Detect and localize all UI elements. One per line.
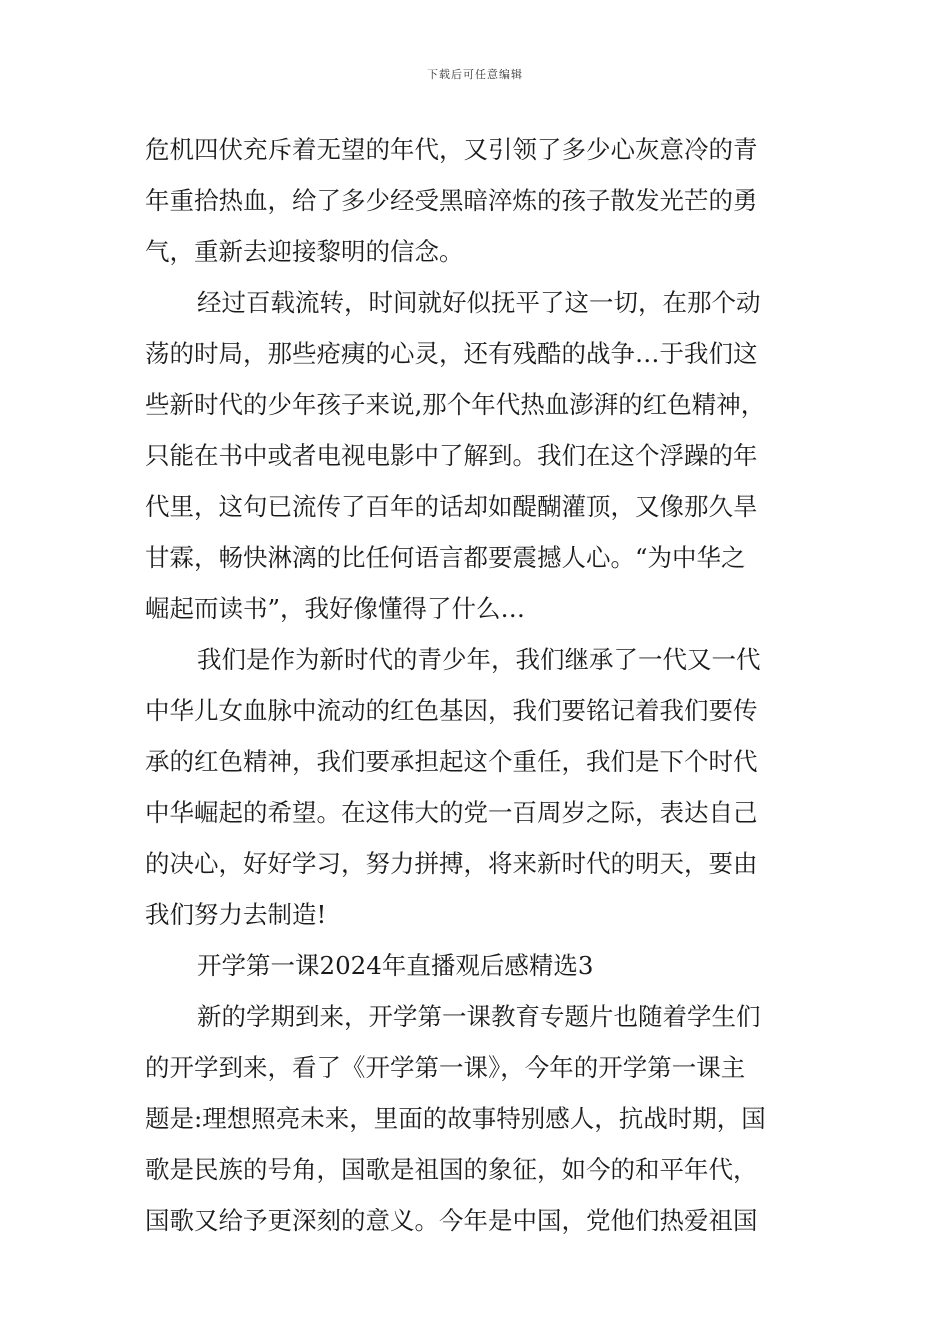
text-line: 国歌又给予更深刻的意义。今年是中国，党他们热爱祖国 <box>145 1206 758 1235</box>
text-line: 崛起而读书”，我好像懂得了什么… <box>145 594 526 623</box>
text-line: 代里，这句已流传了百年的话却如醍醐灌顶，又像那久旱 <box>145 492 758 521</box>
text-line: 只能在书中或者电视电影中了解到。我们在这个浮躁的年 <box>145 441 758 470</box>
text-line: 年重拾热血，给了多少经受黑暗淬炼的孩子散发光芒的勇 <box>145 186 758 215</box>
text-line: 中华儿女血脉中流动的红色基因，我们要铭记着我们要传 <box>145 696 758 725</box>
document-body <box>145 124 807 1246</box>
text-line: 题是:理想照亮未来，里面的故事特别感人，抗战时期，国 <box>145 1104 766 1133</box>
text-line: 的决心，好好学习，努力拼搏，将来新时代的明天，要由 <box>145 849 758 878</box>
paragraph-first-line: 经过百载流转，时间就好似抚平了这一切，在那个动 <box>197 288 761 317</box>
text-line: 歌是民族的号角，国歌是祖国的象征，如今的和平年代， <box>145 1155 758 1184</box>
text-line: 荡的时局，那些疮痍的心灵，还有残酷的战争…于我们这 <box>145 339 758 368</box>
text-line: 的开学到来，看了《开学第一课》，今年的开学第一课主 <box>145 1053 746 1082</box>
page-header: 下载后可任意编辑 <box>427 68 523 81</box>
paragraph-first-line: 新的学期到来，开学第一课教育专题片也随着学生们 <box>197 1002 761 1031</box>
section-heading: 开学第一课2024年直播观后感精选3 <box>197 951 594 980</box>
text-line: 中华崛起的希望。在这伟大的党一百周岁之际，表达自己 <box>145 798 758 827</box>
text-line: 承的红色精神，我们要承担起这个重任，我们是下个时代 <box>145 747 758 776</box>
paragraph-first-line: 我们是作为新时代的青少年，我们继承了一代又一代 <box>197 645 761 674</box>
text-line: 些新时代的少年孩子来说,那个年代热血澎湃的红色精神， <box>145 390 766 419</box>
text-line: 气，重新去迎接黎明的信念。 <box>145 237 464 266</box>
text-line: 甘霖，畅快淋漓的比任何语言都要震撼人心。“为中华之 <box>145 543 746 572</box>
text-line: 危机四伏充斥着无望的年代，又引领了多少心灰意冷的青 <box>145 135 758 164</box>
text-line: 我们努力去制造! <box>145 900 327 929</box>
